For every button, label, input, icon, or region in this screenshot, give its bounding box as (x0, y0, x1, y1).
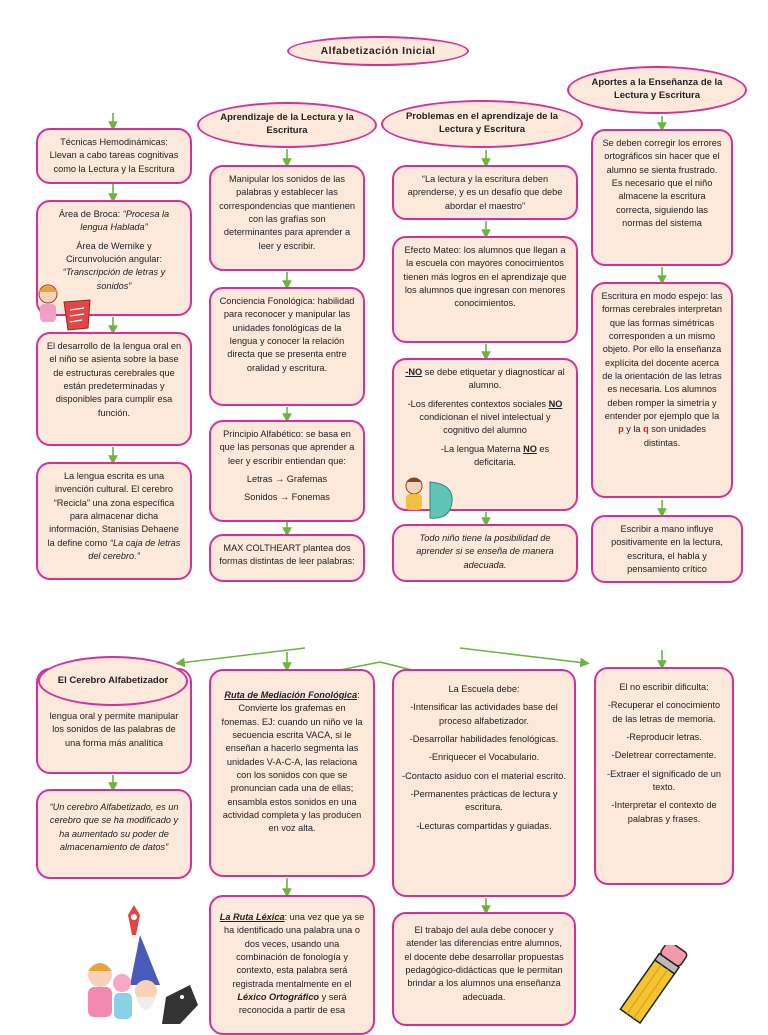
header-cerebro (38, 656, 188, 706)
broca-desc: “Procesa la lengua Hablada” (80, 209, 170, 233)
espejo-connector: y la (623, 424, 644, 435)
sonidos-fonemas: Sonidos → Fonemas (244, 492, 330, 503)
no2-emphasis: NO (548, 398, 563, 409)
box-mano-text: Escribir a mano influye positivamente en la lectura, escritura, el habla y pensamiento crítico (611, 524, 723, 575)
escuela-item: -Contacto asiduo con el material escrito. (402, 770, 566, 781)
boy-letter-illustration (398, 472, 458, 522)
escuela-item: -Intensificar las actividades base del proceso alfabetizador. (410, 702, 558, 726)
box-espejo (591, 282, 733, 498)
no3-pre: -La lengua Materna (440, 443, 524, 454)
box-trabajo-aula (392, 912, 576, 1026)
no-escribir-title: El no escribir dificulta: (619, 682, 709, 692)
box-principio (209, 420, 365, 522)
box-conciencia-text: Conciencia Fonológica: habilidad para reconocer y manipular las unidades fonológicas de la lengua y conocer la relación directa que se presenta entre oralidad y escritura. (219, 296, 355, 373)
box-quote (392, 165, 578, 220)
box-max (209, 534, 365, 582)
no1-emphasis: -NO (405, 367, 423, 377)
escuela-title: La Escuela debe: (448, 684, 520, 694)
wernike-desc: “Transcripción de letras y sonidos” (62, 267, 166, 291)
ruta-fonologica-text: : Convierte los grafemas en fonemas. EJ: cuando un niño ve la secuencia escrita VACA, si le enseñan a hacerlo segmenta las unidades V-A-C-A, las relaciona con los sonidos con que se pronuncian cada una de ellas; ensambla estos sonidos en una actividad completa y las producen en voz alta. (221, 690, 363, 834)
espejo-end: son unidades distintas. (643, 424, 706, 448)
box-desarrollo (36, 332, 192, 446)
lexico-ortografico: Léxico Ortográfico (237, 992, 320, 1003)
letras-grafemas: Letras → Grafemas (246, 474, 328, 485)
box-cerebro-text: lengua oral y permite manipular los sonidos de las palabras de una forma más analítica (49, 711, 179, 748)
header-problemas (381, 100, 583, 148)
no-escribir-item: -Recuperar el conocimiento de las letras de memoria. (607, 700, 721, 724)
header-aprendizaje (197, 102, 377, 148)
no-escribir-item: -Reproducir letras. (626, 732, 702, 743)
box-desarrollo-text: El desarrollo de la lengua oral en el niño se asienta sobre la base de estructuras cerebrales que están predeterminadas y disponibles para cumplir esa función. (46, 341, 182, 418)
box-corregir (591, 129, 733, 266)
wernike-label: Área de Wernike y Circunvolución angular: (65, 240, 162, 265)
broca-label: Área de Broca: (58, 209, 123, 219)
box-mano (591, 515, 743, 583)
no-escribir-item: -Deletrear correctamente. (611, 750, 717, 761)
box-cerebro-quote (36, 789, 192, 879)
no2-text: condicionan el nivel intelectual y cognitivo del alumno (419, 412, 551, 436)
no2-pre: -Los diferentes contextos sociales (407, 398, 549, 409)
escuela-item: -Permanentes prácticas de lectura y escritura. (410, 789, 558, 813)
lengua-text: La lengua escrita es una invención cultural. El cerebro “Recicla” una zona específica para almacenar dicha información, Stanisias Dehaene la define como (47, 471, 179, 548)
lengua-quote: “La caja de letras del cerebro.” (88, 537, 181, 562)
ruta-fonologica-title: Ruta de Mediación Fonológica (224, 690, 358, 700)
box-ruta-lexica (209, 895, 375, 1035)
box-cerebro-quote-text: “Un cerebro Alfabetizado, es un cerebro que se ha modificado y ha aumentado su poder de almacenamiento de datos” (49, 802, 179, 853)
box-manipular (209, 165, 365, 271)
header-aprendizaje-text: Aprendizaje de la Lectura y la Escritura (220, 112, 354, 136)
box-mateo-text: Efecto Mateo: los alumnos que llegan a la escuela con mayores conocimientos tienen más logros en el aprendizaje que los alumnos que ingresan con menores conocimientos. (403, 245, 567, 309)
ruta-lexica-text: : una vez que ya se ha identificado una palabra una o dos veces, usando una combinación de fonología y contexto, esta palabra será registrada mentalmente en el (224, 912, 365, 989)
box-trabajo-aula-text: El trabajo del aula debe conocer y atender las diferencias entre alumnos, el docente debe desarrollar propuestas pedagógico-didácticas que le permitan brindar a los alumnos una enseñanza adecuada. (404, 925, 564, 1002)
main-title (287, 36, 469, 66)
box-todo-nino (392, 524, 578, 582)
fairytale-characters-illustration (70, 905, 205, 1024)
letter-p: p (618, 424, 624, 435)
box-manipular-text: Manipular los sonidos de las palabras y establecer las correspondencias que mantienen con las grafías son determinantes para aprender a leer y escribir. (219, 174, 355, 251)
box-escuela (392, 669, 576, 897)
box-tecnicas (36, 128, 192, 184)
ruta-lexica-text-end: y será reconocida a partir de esa (238, 992, 347, 1016)
box-ruta-fonologica (209, 669, 375, 877)
box-quote-text: “La lectura y la escritura deben aprenderse, y es un desafío que debe abordar el maestro” (407, 174, 563, 211)
box-mateo (392, 236, 578, 343)
no-escribir-item: -Interpretar el contexto de palabras y frases. (611, 800, 717, 824)
box-max-text: MAX COLTHEART plantea dos formas distintas de leer palabras: (219, 543, 355, 567)
header-problemas-text: Problemas en el aprendizaje de la Lectura y Escritura (405, 111, 559, 135)
box-tecnicas-text: Técnicas Hemodinámicas: Llevan a cabo tareas cognitivas como la Lectura y la Escritura (49, 137, 179, 174)
no3-text: es deficitaria. (474, 443, 550, 468)
pencil-illustration (612, 945, 692, 1024)
espejo-text: Escritura en modo espejo: las formas cerebrales interpretan que las formas simétricas corresponden a un mismo objeto. Por ello la enseñanza explícita del docente acerca de la orientación de las letras es necesaria. Los alumnos deben romper la simetría y entender por ejemplo que la (601, 291, 723, 422)
main-title-text: Alfabetización Inicial (320, 44, 436, 57)
no-escribir-item: -Extraer el significado de un texto. (607, 768, 721, 793)
header-aportes (567, 66, 747, 114)
box-todo-nino-text: Todo niño tiene la posibilidad de aprender si se enseña de manera adecuada. (416, 533, 554, 570)
box-no-escribir (594, 667, 734, 885)
no3-emphasis: NO (523, 443, 537, 454)
escuela-item: -Enriquecer el Vocabulario. (428, 752, 540, 763)
header-aportes-text: Aportes a la Enseñanza de la Lectura y Escritura (591, 77, 723, 101)
no1-text: se debe etiquetar y diagnosticar al alumno. (422, 367, 565, 391)
box-corregir-text: Se deben corregir los errores ortográficos sin hacer que el alumno se sienta frustrado. Es necesario que el niño almacene la escritura correcta, siguiendo las normas del sistema (602, 138, 722, 229)
header-cerebro-text: El Cerebro Alfabetizador (57, 674, 169, 686)
escuela-item: -Lecturas compartidas y guiadas. (416, 820, 552, 831)
box-conciencia (209, 287, 365, 406)
box-lengua-escrita (36, 462, 192, 580)
escuela-item: -Desarrollar habilidades fenológicas. (409, 734, 559, 745)
letter-q: q (643, 424, 649, 435)
principio-text: Principio Alfabético: se basa en que las personas que aprender a leer y escribir entiendan que: (219, 429, 355, 466)
girl-reading-illustration (30, 280, 92, 332)
ruta-lexica-title: La Ruta Léxica (219, 912, 285, 922)
